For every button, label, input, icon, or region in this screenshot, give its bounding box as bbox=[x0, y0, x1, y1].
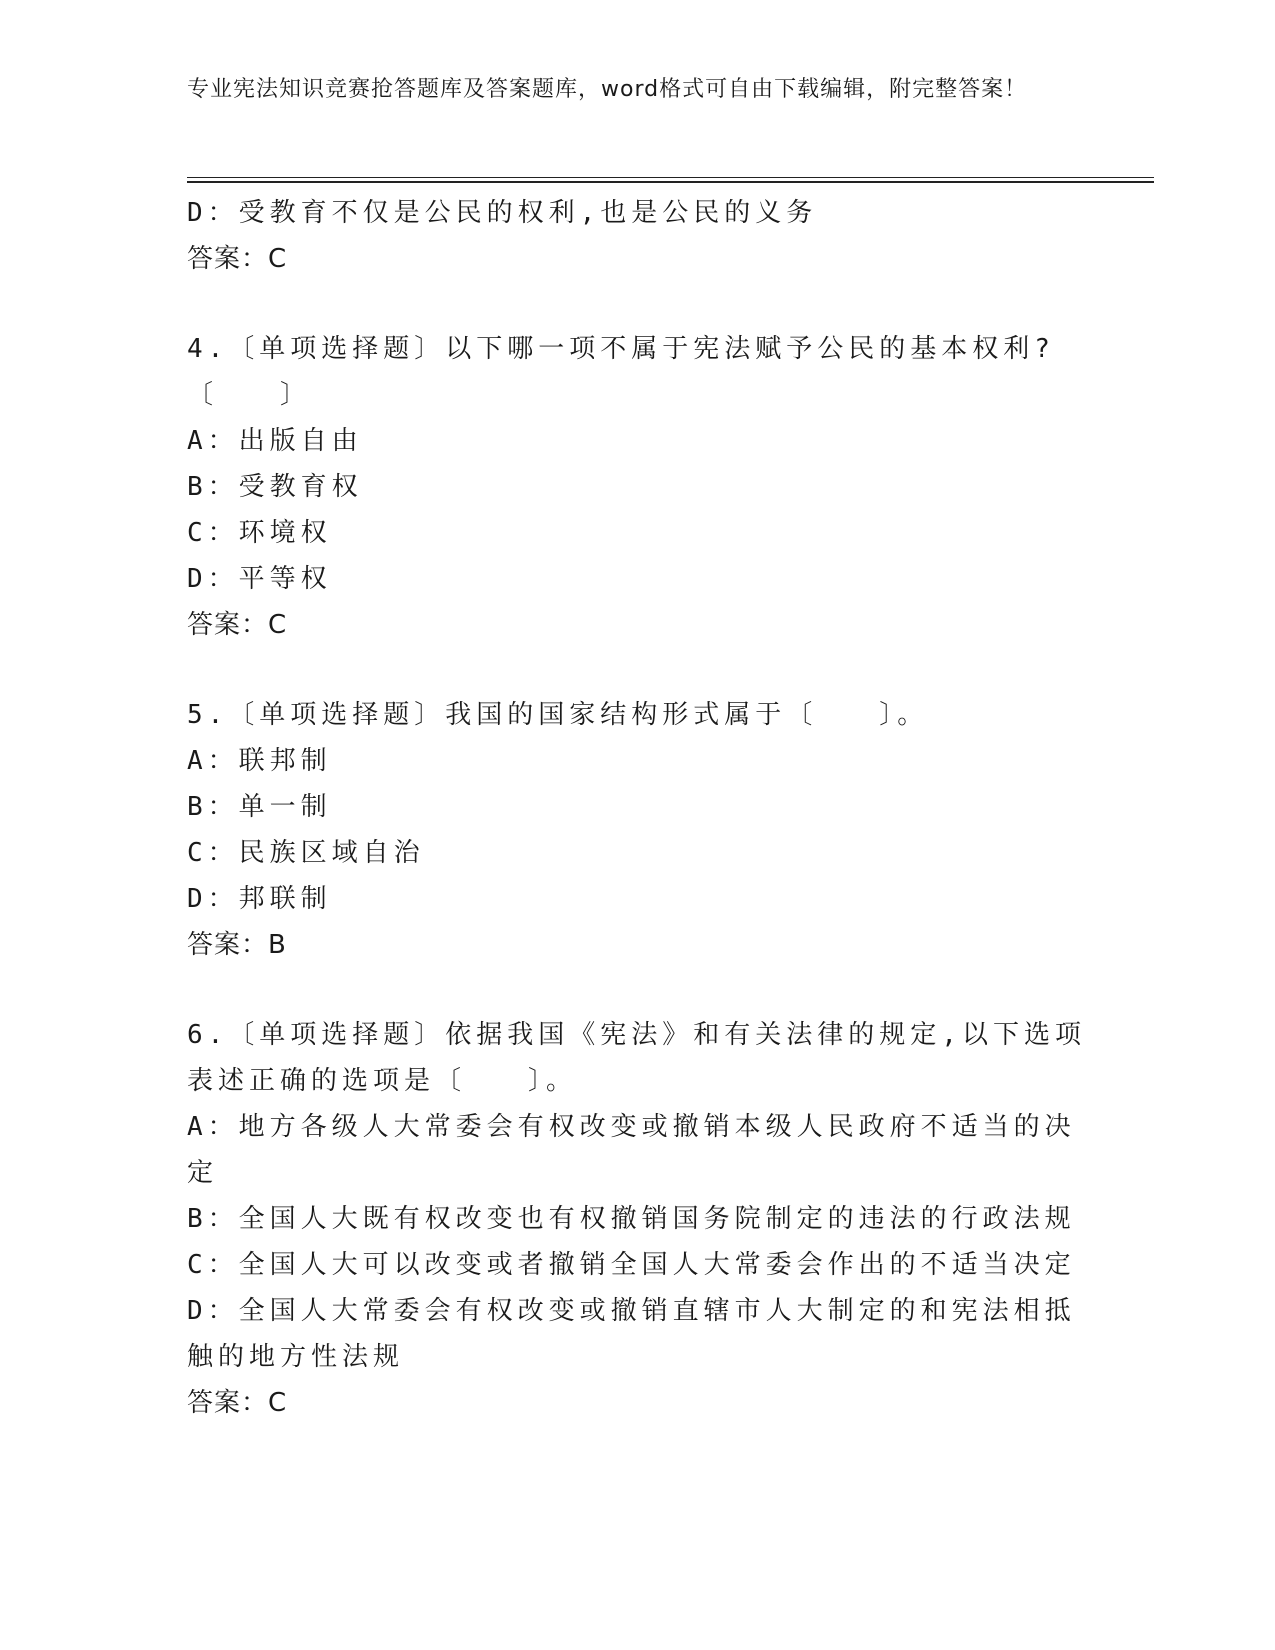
answer-line: 答案：C bbox=[187, 244, 288, 274]
option-b: B：单一制 bbox=[187, 792, 332, 822]
option-c: C：全国人大可以改变或者撤销全国人大常委会作出的不适当决定 bbox=[187, 1250, 1076, 1280]
carryover-block bbox=[187, 190, 1087, 282]
question-4 bbox=[187, 326, 1087, 648]
answer-line: 答案：B bbox=[187, 930, 287, 960]
option-d: D：邦联制 bbox=[187, 884, 332, 914]
question-stem: 4.〔单项选择题〕以下哪一项不属于宪法赋予公民的基本权利?〔 〕 bbox=[187, 334, 1055, 410]
question-list bbox=[187, 190, 1087, 1426]
option-b: B：全国人大既有权改变也有权撤销国务院制定的违法的行政法规 bbox=[187, 1204, 1076, 1234]
question-5 bbox=[187, 692, 1087, 968]
question-stem: 6.〔单项选择题〕依据我国《宪法》和有关法律的规定,以下选项表述正确的选项是〔 〕。 bbox=[187, 1020, 1086, 1096]
answer-line: 答案：C bbox=[187, 1388, 288, 1418]
question-stem: 5.〔单项选择题〕我国的国家结构形式属于〔 〕。 bbox=[187, 700, 929, 730]
header-divider-thin bbox=[187, 177, 1154, 178]
question-6 bbox=[187, 1012, 1087, 1426]
option-c: C：环境权 bbox=[187, 518, 332, 548]
option-d: D：受教育不仅是公民的权利,也是公民的义务 bbox=[187, 198, 818, 228]
option-d: D：全国人大常委会有权改变或撤销直辖市人大制定的和宪法相抵触的地方性法规 bbox=[187, 1296, 1076, 1372]
answer-line: 答案：C bbox=[187, 610, 288, 640]
page-header: 专业宪法知识竞赛抢答题库及答案题库，word格式可自由下载编辑，附完整答案！ bbox=[187, 77, 1028, 102]
option-b: B：受教育权 bbox=[187, 472, 363, 502]
option-a: A：联邦制 bbox=[187, 746, 332, 776]
option-a: A：地方各级人大常委会有权改变或撤销本级人民政府不适当的决定 bbox=[187, 1112, 1076, 1188]
header-divider-thick bbox=[187, 181, 1154, 183]
option-d: D：平等权 bbox=[187, 564, 332, 594]
option-c: C：民族区域自治 bbox=[187, 838, 425, 868]
option-a: A：出版自由 bbox=[187, 426, 363, 456]
